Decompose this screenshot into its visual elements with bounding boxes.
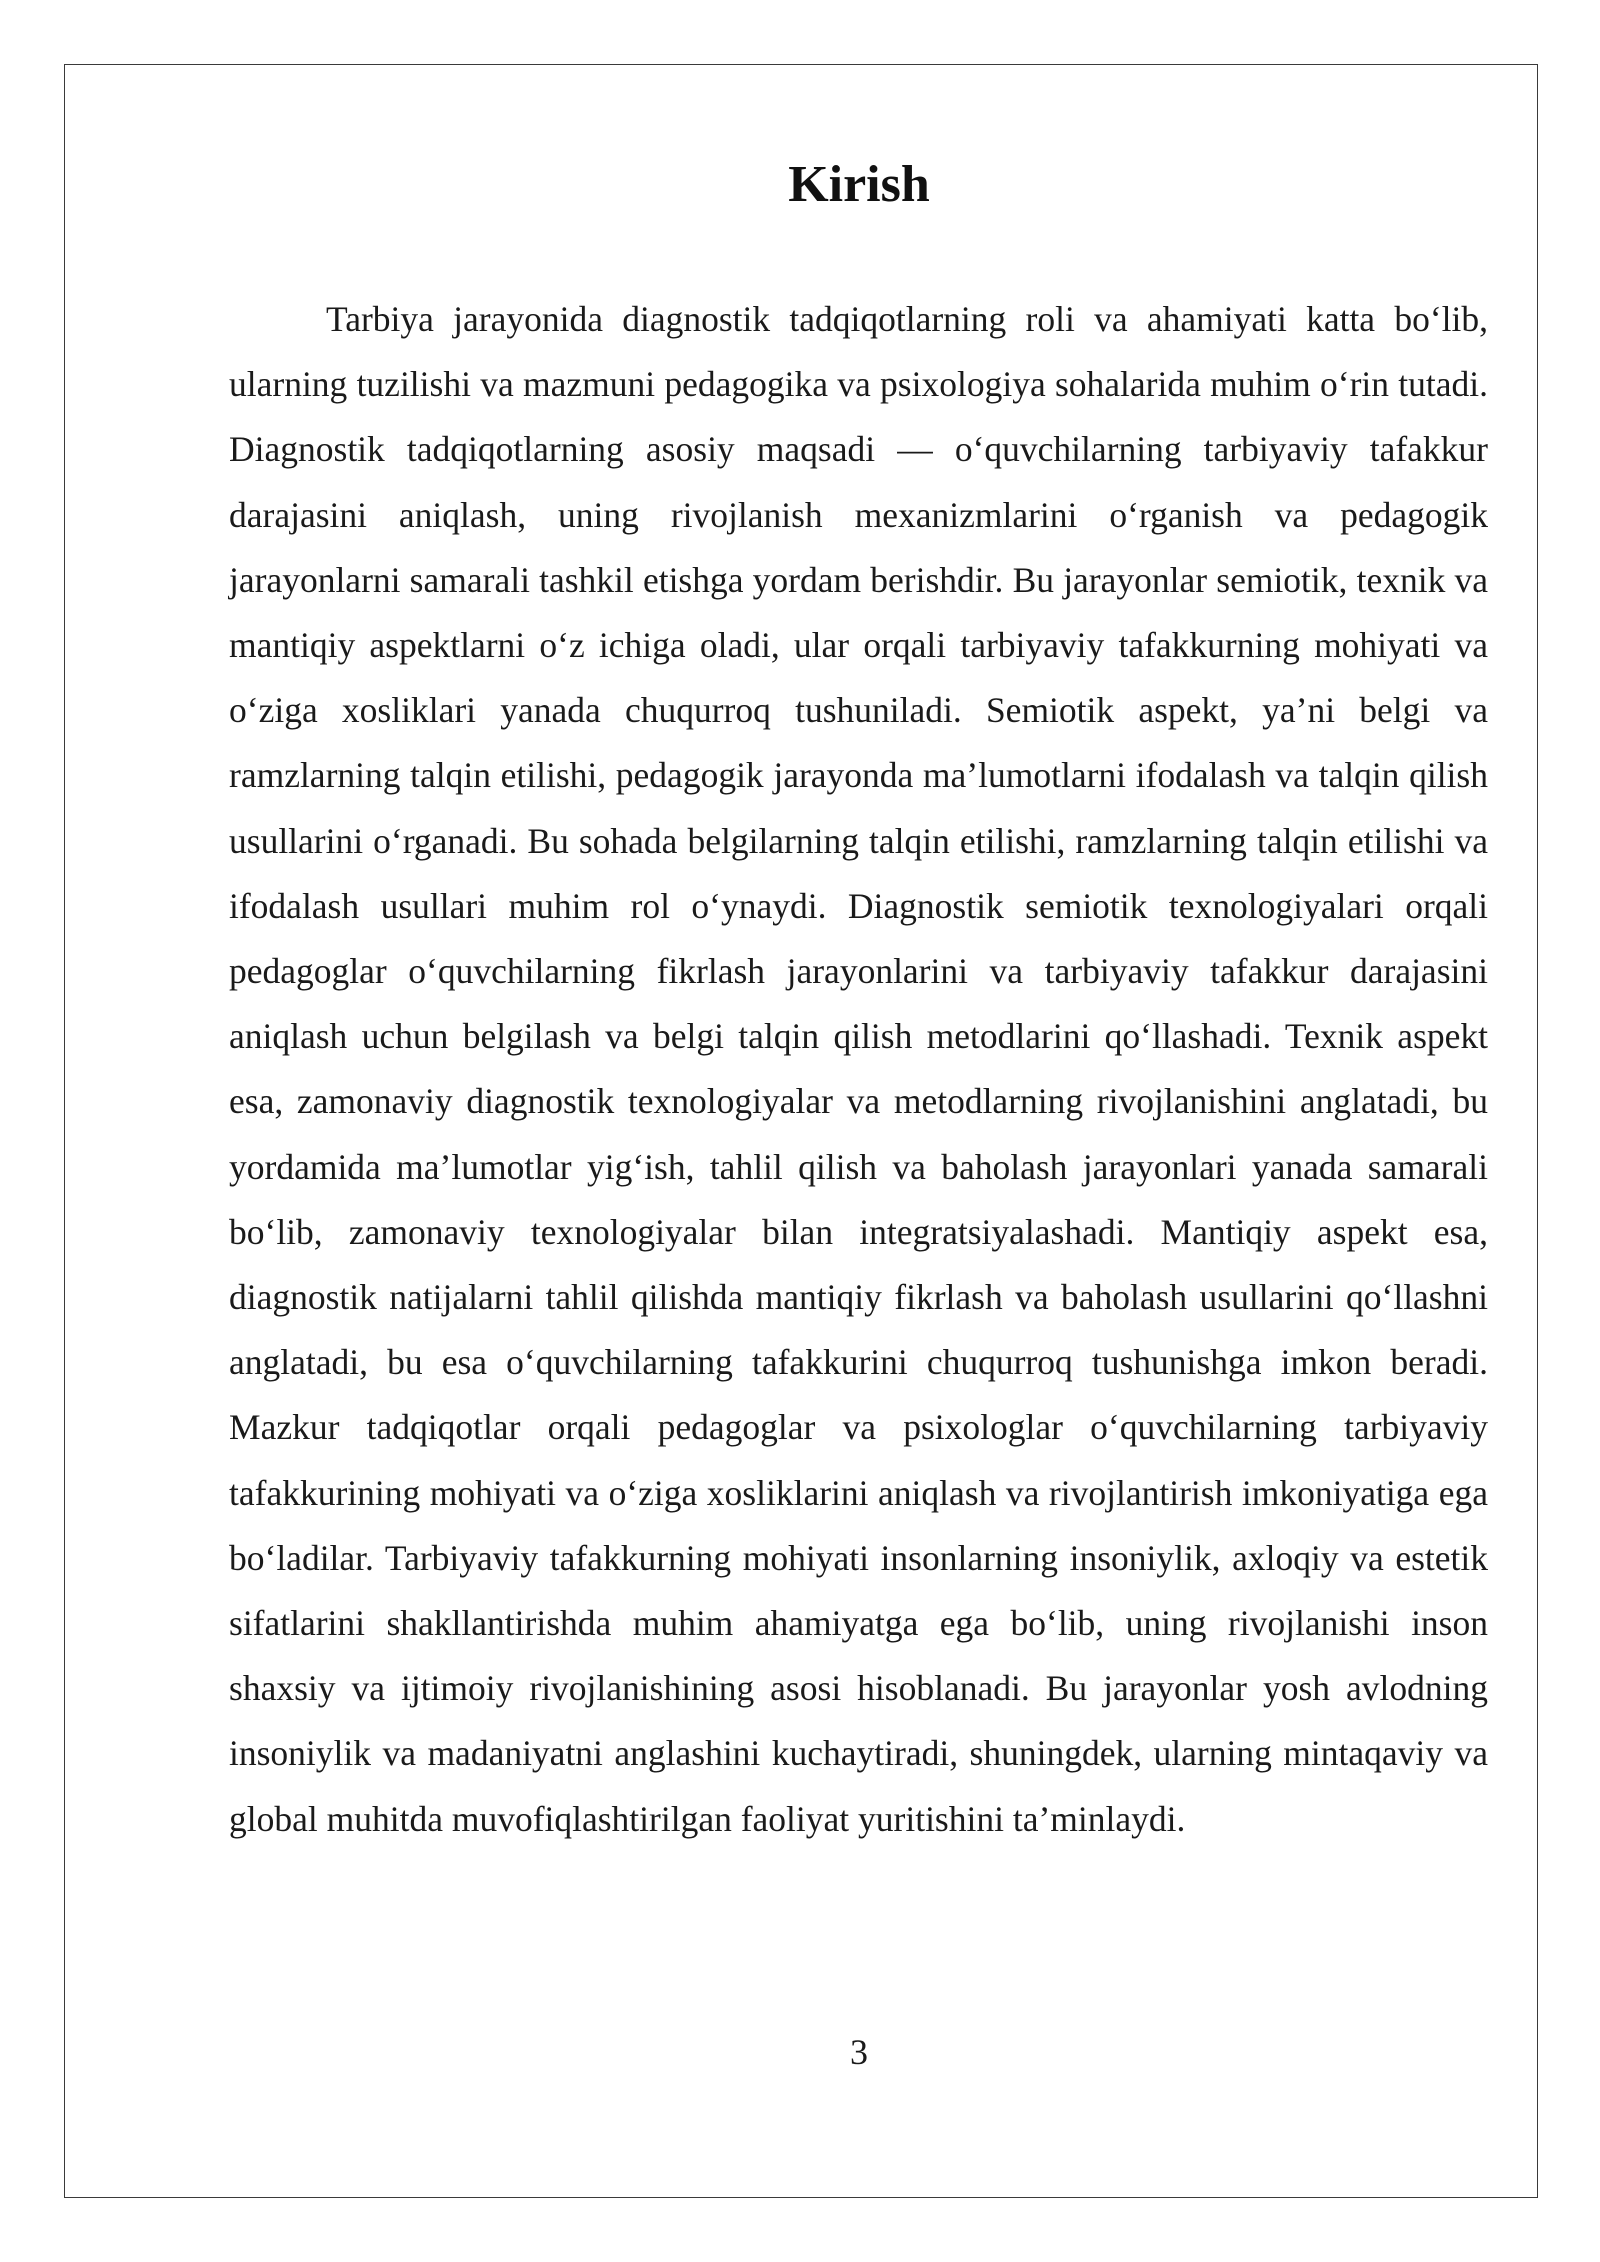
page-title: Kirish	[788, 156, 930, 213]
body-paragraph: Tarbiya jarayonida diagnostik tadqiqotlarning roli va ahamiyati katta bo‘lib, ularning tuzilishi va mazmuni pedagogika va psixologiya sohalarida muhim o‘rin tutadi. Diagnostik tadqiqotlarning asosiy maqsadi — o‘quvchilarning tarbiyaviy tafakkur darajasini aniqlash, uning rivojlanish mexanizmlarini o‘rganish va pedagogik jarayonlarni samarali tashkil etishga yordam berishdir. Bu jarayonlar semiotik, texnik va mantiqiy aspektlarni o‘z ichiga oladi, ular orqali tarbiyaviy tafakkurning mohiyati va o‘ziga xosliklari yanada chuqurroq tushuniladi. Semiotik aspekt, ya’ni belgi va ramzlarning talqin etilishi, pedagogik jarayonda ma’lumotlarni ifodalash va talqin qilish usullarini o‘rganadi. Bu sohada belgilarning talqin etilishi, ramzlarning talqin etilishi va ifodalash usullari muhim rol o‘ynaydi. Diagnostik semiotik texnologiyalari orqali pedagoglar o‘quvchilarning fikrlash jarayonlarini va tarbiyaviy tafakkur darajasini aniqlash uchun belgilash va belgi talqin qilish metodlarini qo‘llashadi. Texnik aspekt esa, zamonaviy diagnostik texnologiyalar va metodlarning rivojlanishini anglatadi, bu yordamida ma’lumotlar yig‘ish, tahlil qilish va baholash jarayonlari yanada samarali bo‘lib, zamonaviy texnologiyalar bilan integratsiyalashadi. Mantiqiy aspekt esa, diagnostik natijalarni tahlil qilishda mantiqiy fikrlash va baholash usullarini qo‘llashni anglatadi, bu esa o‘quvchilarning tafakkurini chuqurroq tushunishga imkon beradi. Mazkur tadqiqotlar orqali pedagoglar va psixologlar o‘quvchilarning tarbiyaviy tafakkurining mohiyati va o‘ziga xosliklarini aniqlash va rivojlantirish imkoniyatiga ega bo‘ladilar. Tarbiyaviy tafakkurning mohiyati insonlarning insoniylik, axloqiy va estetik sifatlarini shakllantirishda muhim ahamiyatga ega bo‘lib, uning rivojlanishi inson shaxsiy va ijtimoiy rivojlanishining asosi hisoblanadi. Bu jarayonlar yosh avlodning insoniylik va madaniyatni anglashini kuchaytiradi, shuningdek, ularning mintaqaviy va global muhitda muvofiqlashtirilgan faoliyat yuritishini ta’minlaydi.	[229, 299, 1488, 1839]
page-number: 3	[850, 2032, 868, 2072]
